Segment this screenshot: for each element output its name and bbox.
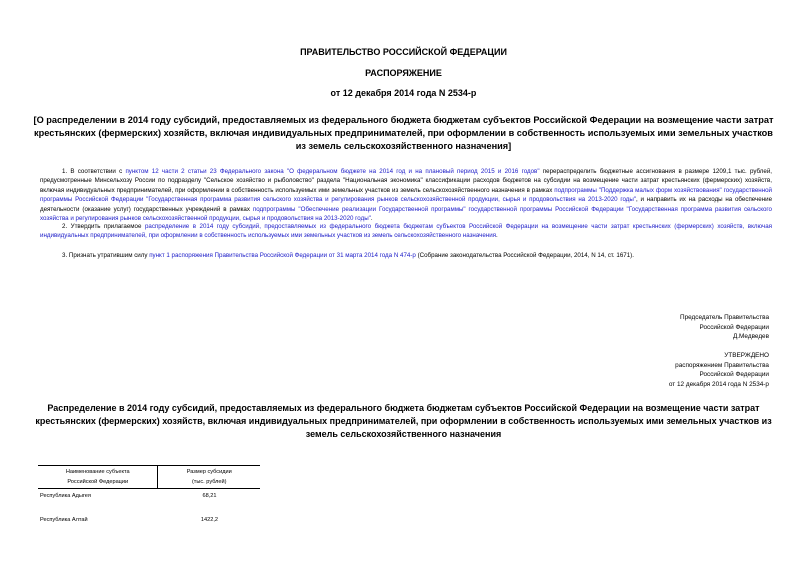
paragraph-2-text-a: 2. Утвердить прилагаемое: [62, 223, 145, 230]
document-date: от 12 декабря 2014 года N 2534-р: [330, 88, 477, 98]
law-article-link[interactable]: пунктом 12 части 2 статьи 23 Федерального закона "О федеральном бюджете на 2014 год и на плановый период 2015 и 2016 годов": [125, 168, 540, 175]
distribution-table: [38, 465, 260, 523]
subprogram-implementation-link[interactable]: подпрограммы "Обеспечение реализации Государственной программы" государственной программы Российской Федерации "Государственная программа развития сельского хозяйства и регулирования рынков сельскохозяйственной продукции, сырья и продовольствия на 2013-2020 годы": [40, 205, 772, 223]
signer-name: Д.Медведев: [732, 333, 769, 341]
table-header: [38, 465, 260, 489]
region-cell: Республика Адыгея: [40, 493, 91, 499]
column-header-amount: [157, 466, 260, 488]
paragraph-1: [40, 167, 772, 223]
document-kind-heading: РАСПОРЯЖЕНИЕ: [365, 68, 442, 78]
table-row: [38, 493, 260, 499]
paragraph-3-text-a: 3. Признать утратившим силу: [62, 252, 150, 259]
column-header-amount-line2: (тыс. рублей): [191, 479, 227, 485]
approval-block: [669, 351, 769, 389]
approval-word: УТВЕРЖДЕНО: [724, 352, 769, 359]
paragraph-3-text-b: (Собрание законодательства Российской Федерации, 2014, N 14, ст. 1671).: [415, 252, 634, 259]
column-header-region: [38, 466, 157, 488]
paragraph-1-text-c: , и направить их на расходы на обеспечение деятельности (оказание услуг) государственных учреждений в рамках: [40, 196, 773, 213]
subprogram-small-farms-link[interactable]: подпрограммы "Поддержка малых форм хозяйствования" государственной программы Российской Федерации "Государственная программа развития сельского хозяйства и регулирования рынков сельскохозяйственной продукции, сырья и продовольствия на 2013-2020 годы": [40, 186, 773, 204]
approval-body: Российской Федерации: [699, 371, 769, 379]
paragraph-1-text-b: перераспределить бюджетные ассигнования в размере 1209,1 тыс. рублей, предусмотренные Минсельхозу России по подразделу "Сельское хозяйство и рыболовство" раздела "Национальная экономика" классификации расходов бюджетов на субсидии на возмещение части затрат крестьянских (фермерских) хозяйств, включая индивидуальных предпринимателей, при оформлении в собственность используемых ими земельных участков из земель сельскохозяйственного назначения в рамках: [40, 168, 772, 194]
column-header-region-line1: Наименование субъекта: [65, 469, 130, 475]
distribution-link[interactable]: распределение в 2014 году субсидий, предоставляемых из федерального бюджета бюджетам субъектов Российской Федерации на возмещение части затрат крестьянских (фермерских) хозяйств, включая индивидуальных предпринимателей, при оформлении в собственность используемых ими земельных участков из земель сельскохозяйственного назначения: [40, 223, 772, 240]
distribution-title: Распределение в 2014 году субсидий, предоставляемых из федерального бюджета бюджетам субъектов Российской Федерации на возмещение части затрат крестьянских (фермерских) хозяйств, включая индивидуальных предпринимателей, при оформлении в собственность используемых ими земельных участков из земель сельскохозяйственного назначения: [35, 403, 772, 439]
paragraph-2: [40, 222, 772, 241]
region-cell: Республика Алтай: [40, 517, 88, 523]
table-row: [38, 517, 260, 523]
approval-by: распоряжением Правительства: [675, 361, 769, 369]
approval-date: от 12 декабря 2014 года N 2534-р: [668, 380, 769, 388]
column-header-region-line2: Российской Федерации: [67, 479, 129, 485]
signer-position: Председатель Правительства: [680, 314, 769, 321]
amount-cell: 68,21: [202, 493, 217, 499]
signature-block: [680, 313, 769, 342]
document-title: [О распределении в 2014 году субсидий, предоставляемых из федерального бюджета бюджетам субъектов Российской Федерации на возмещение части затрат крестьянских (фермерских) хозяйств, включая индивидуальных предпринимателей, при оформлении в собственность используемых ими земельных участков из земель сельскохозяйственного назначения]: [33, 115, 774, 151]
repealed-order-link[interactable]: пункт 1 распоряжения Правительства Российской Федерации от 31 марта 2014 года N 474-р: [149, 252, 416, 259]
signer-body: Российской Федерации: [699, 323, 769, 331]
paragraph-3: [40, 251, 772, 260]
paragraph-1-text-d: .: [370, 215, 373, 223]
paragraph-1-text-a: 1. В соответствии с: [62, 168, 126, 175]
paragraph-2-text-b: .: [496, 232, 498, 240]
amount-cell: 1422,2: [200, 517, 219, 523]
column-header-amount-line1: Размер субсидии: [186, 469, 232, 475]
government-heading: ПРАВИТЕЛЬСТВО РОССИЙСКОЙ ФЕДЕРАЦИИ: [300, 47, 507, 57]
